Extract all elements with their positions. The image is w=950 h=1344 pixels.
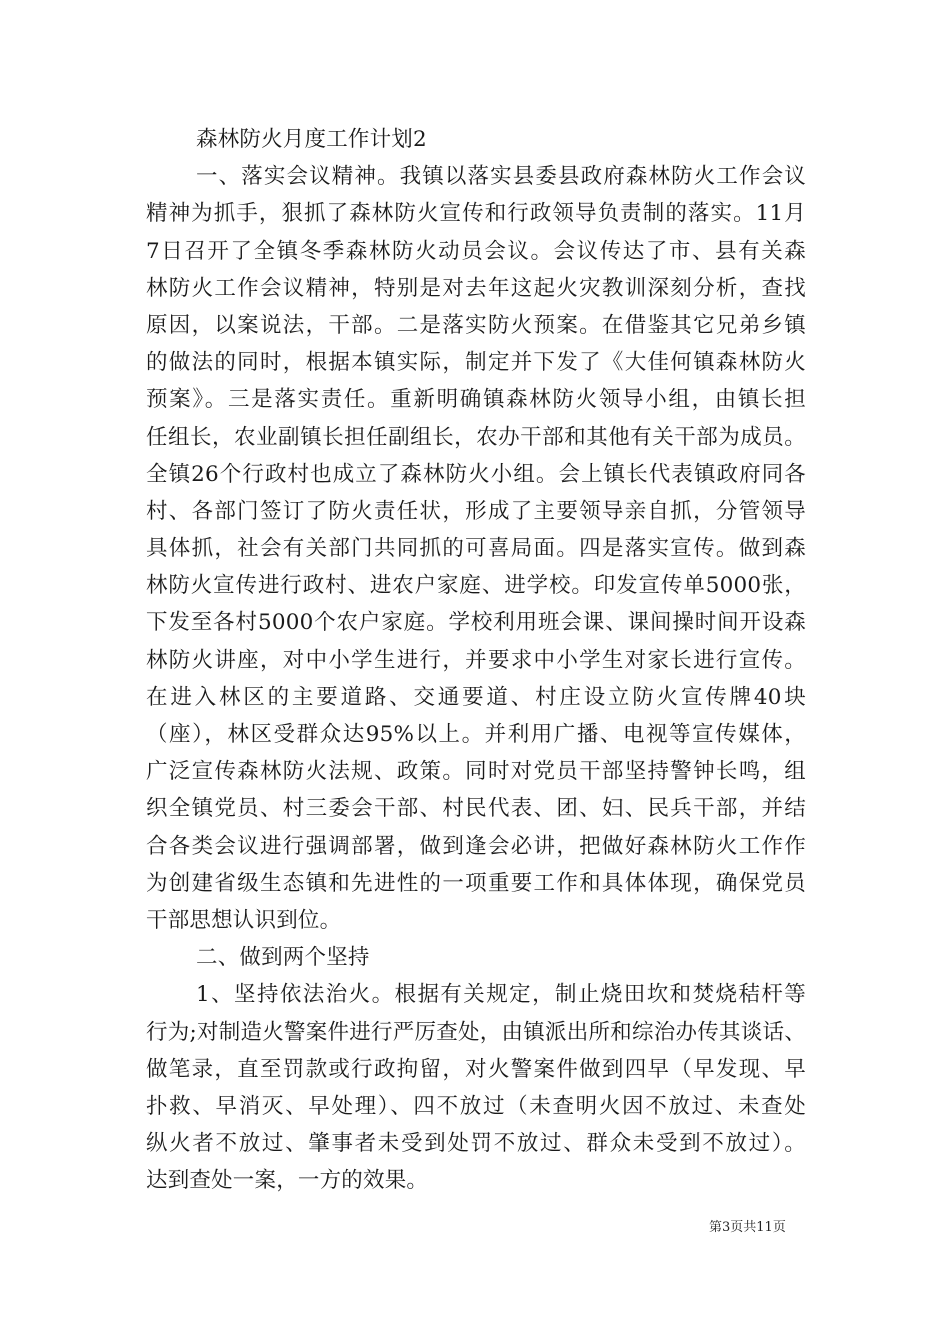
paragraph-1-line: 林防火工作会议精神，特别是对去年这起火灾教训深刻分析，查找 (146, 275, 806, 301)
paragraph-1-line: 为创建省级生态镇和先进性的一项重要工作和具体体现，确保党员 (146, 870, 806, 896)
paragraph-1-line: 任组长，农业副镇长担任副组长，农办干部和其他有关干部为成员。 (146, 424, 806, 450)
paragraph-2-line: 1、坚持依法治火。根据有关规定，制止烧田坎和焚烧秸杆等 (196, 982, 806, 1008)
paragraph-2-line: 行为;对制造火警案件进行严厉查处，由镇派出所和综治办传其谈话、 (146, 1019, 806, 1045)
paragraph-1-line: 原因，以案说法，干部。二是落实防火预案。在借鉴其它兄弟乡镇 (146, 312, 806, 338)
paragraph-2-line: 做笔录，直至罚款或行政拘留，对火警案件做到四早（早发现、早 (146, 1056, 806, 1082)
paragraph-1-line: 干部思想认识到位。 (146, 907, 342, 933)
paragraph-1-line: 织全镇党员、村三委会干部、村民代表、团、妇、民兵干部，并结 (146, 796, 806, 822)
paragraph-1-line: 精神为抓手，狠抓了森林防火宣传和行政领导负责制的落实。11月 (146, 201, 806, 227)
paragraph-2 (146, 976, 806, 1199)
paragraph-2-line: 扑救、早消灭、早处理）、四不放过（未查明火因不放过、未查处 (146, 1093, 806, 1119)
document-body (146, 121, 806, 1199)
paragraph-1-line: 预案》。三是落实责任。重新明确镇森林防火领导小组，由镇长担 (146, 387, 806, 413)
paragraph-1-line: 广泛宣传森林防火法规、政策。同时对党员干部坚持警钟长鸣，组 (146, 759, 806, 785)
paragraph-1-line: 具体抓，社会有关部门共同抓的可喜局面。四是落实宣传。做到森 (146, 536, 806, 562)
paragraph-1-line: 下发至各村5000个农户家庭。学校利用班会课、课间操时间开设森 (146, 610, 806, 636)
paragraph-2-line: 纵火者不放过、肇事者未受到处罚不放过、群众未受到不放过）。 (146, 1131, 806, 1157)
section-heading-2: 二、做到两个坚持 (196, 945, 370, 971)
paragraph-1-line: （座），林区受群众达95%以上。并利用广播、电视等宣传媒体， (146, 722, 806, 747)
paragraph-2-line: 达到查处一案，一方的效果。 (146, 1168, 429, 1194)
paragraph-1-line: 7日召开了全镇冬季森林防火动员会议。会议传达了市、县有关森 (146, 238, 806, 264)
document-title: 森林防火月度工作计划2 (196, 127, 427, 152)
paragraph-1-line: 林防火宣传进行政村、进农户家庭、进学校。印发宣传单5000张， (146, 573, 806, 599)
paragraph-1 (146, 158, 806, 939)
paragraph-1-line: 的做法的同时，根据本镇实际，制定并下发了《大佳何镇森林防火 (146, 350, 806, 376)
paragraph-1-line: 林防火讲座，对中小学生进行，并要求中小学生对家长进行宣传。 (146, 647, 806, 673)
paragraph-1-line: 一、落实会议精神。我镇以落实县委县政府森林防火工作会议 (196, 164, 806, 190)
paragraph-1-line: 合各类会议进行强调部署，做到逢会必讲，把做好森林防火工作作 (146, 833, 806, 859)
paragraph-1-line: 在进入林区的主要道路、交通要道、村庄设立防火宣传牌40块 (146, 684, 806, 710)
page-number-footer: 第3页共11页 (709, 1220, 786, 1235)
paragraph-1-line: 全镇26个行政村也成立了森林防火小组。会上镇长代表镇政府同各 (146, 461, 806, 487)
paragraph-1-line: 村、各部门签订了防火责任状，形成了主要领导亲自抓，分管领导 (146, 498, 806, 524)
